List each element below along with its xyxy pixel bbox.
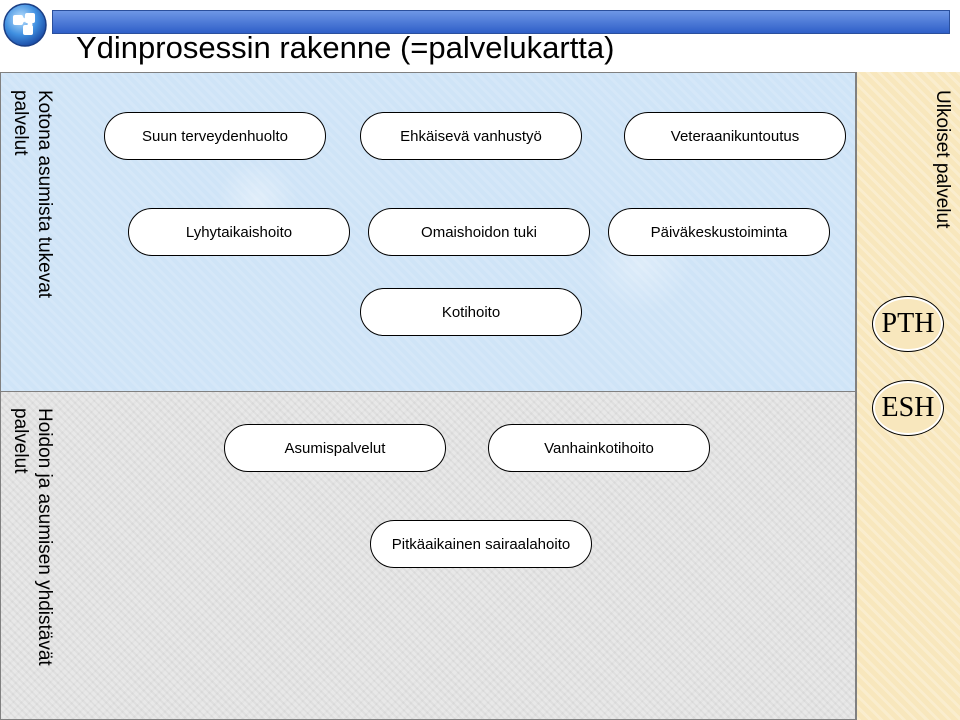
- service-lyhytaikaishoito: Lyhytaikaishoito: [128, 208, 350, 256]
- service-suun-terveydenhuolto: Suun terveydenhuolto: [104, 112, 326, 160]
- service-veteraanikuntoutus: Veteraanikuntoutus: [624, 112, 846, 160]
- service-pitkaaikainen-sairaalahoito: Pitkäaikainen sairaalahoito: [370, 520, 592, 568]
- service-asumispalvelut: Asumispalvelut: [224, 424, 446, 472]
- service-paivakeskustoiminta: Päiväkeskustoiminta: [608, 208, 830, 256]
- puzzle-logo-icon: [2, 2, 48, 48]
- service-vanhainkotihoito: Vanhainkotihoito: [488, 424, 710, 472]
- section-bottom-label-line1: Hoidon ja asumisen yhdistävät: [34, 408, 55, 666]
- section-bottom-label-line2: palvelut: [10, 408, 31, 474]
- external-esh: ESH: [872, 380, 944, 436]
- service-ehkaiseva-vanhustyo: Ehkäisevä vanhustyö: [360, 112, 582, 160]
- section-top-label-line2: palvelut: [10, 90, 31, 156]
- service-omaishoidon-tuki: Omaishoidon tuki: [368, 208, 590, 256]
- external-pth: PTH: [872, 296, 944, 352]
- service-kotihoito: Kotihoito: [360, 288, 582, 336]
- page-title: Ydinprosessin rakenne (=palvelukartta): [76, 30, 615, 65]
- section-right-label: Ulkoiset palvelut: [932, 90, 953, 229]
- section-top-label-line1: Kotona asumista tukevat: [34, 90, 55, 299]
